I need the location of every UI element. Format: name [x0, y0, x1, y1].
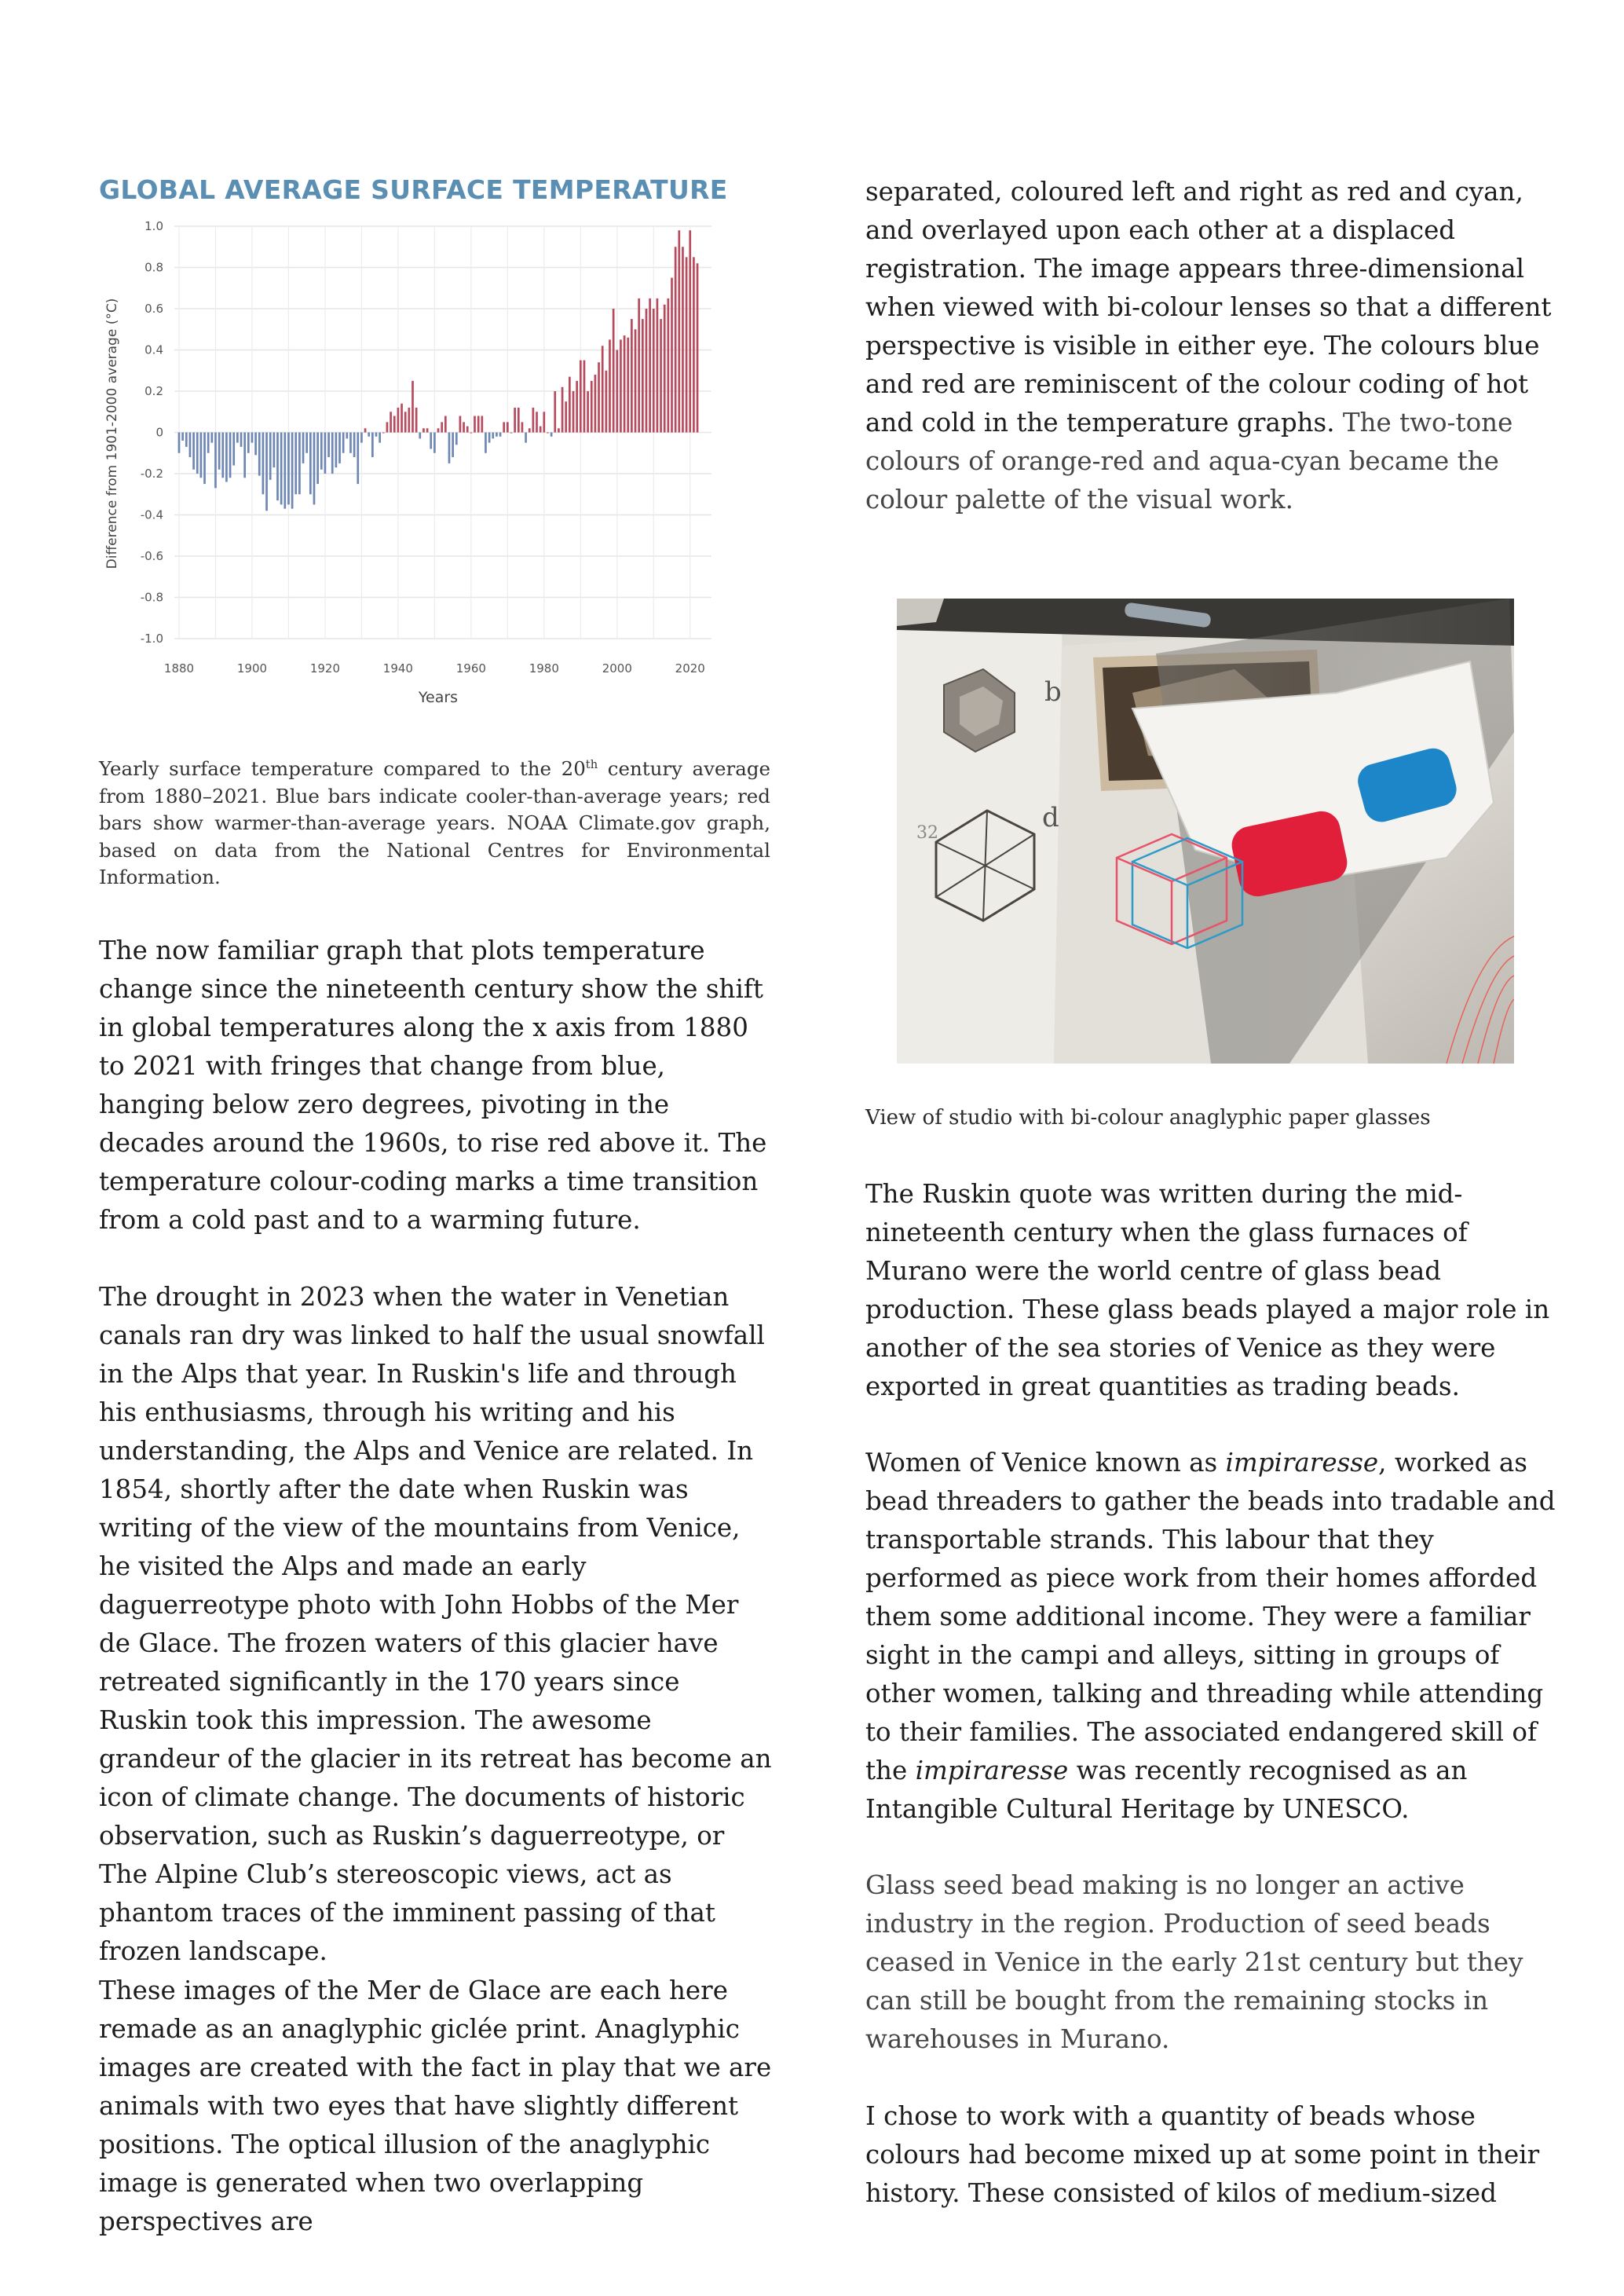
bar-1965: [488, 433, 491, 443]
bar-1898: [243, 433, 246, 478]
bar-1942: [404, 412, 407, 432]
bar-1887: [203, 433, 206, 485]
paragraph-anaglyph-cont: separated, coloured left and right as red and cyan, and overlayed upon each other at a displaced registration. The image appears three-dimensional when viewed with bi-colour lenses so that a different perspective is visible in either eye. The colours blue and red are reminiscent of the colour coding of hot and cold in the temperature graphs. The two-tone colours of orange-red and aqua-cyan became the colour palette of the visual work.: [865, 177, 1552, 514]
bar-1884: [192, 433, 195, 470]
bar-2002: [624, 335, 626, 432]
bar-1901: [254, 433, 257, 456]
bar-1889: [210, 433, 213, 443]
bar-1956: [455, 433, 458, 445]
bar-1988: [572, 391, 575, 433]
chart-bars: [178, 230, 699, 511]
bar-2015: [671, 278, 673, 433]
bar-1980: [543, 412, 545, 432]
bar-1912: [294, 433, 297, 495]
bar-1897: [240, 433, 243, 447]
bar-1998: [609, 339, 611, 432]
y-axis-label: Difference from 1901-2000 average (°C): [104, 298, 120, 569]
bar-1881: [181, 433, 184, 441]
bar-1936: [382, 433, 385, 434]
bar-1963: [481, 416, 483, 433]
bar-2000: [616, 350, 618, 433]
bar-1885: [196, 433, 199, 474]
bar-1995: [598, 362, 600, 432]
bar-1921: [327, 433, 330, 458]
bar-1970: [507, 422, 509, 432]
y-tick-label: 0.4: [144, 342, 163, 357]
bar-1917: [313, 433, 316, 505]
bar-1974: [521, 422, 524, 432]
bar-1919: [320, 433, 323, 470]
studio-photo: [897, 599, 1514, 1064]
bar-1931: [364, 428, 367, 432]
bar-2003: [627, 338, 629, 433]
bar-1922: [331, 433, 334, 474]
bar-1920: [324, 433, 327, 474]
bar-1964: [485, 433, 487, 453]
photo-letter-b: b: [1044, 676, 1062, 708]
bar-2020: [689, 230, 691, 432]
bar-1927: [349, 433, 352, 453]
bar-2004: [631, 319, 633, 432]
bar-2006: [638, 298, 640, 433]
bar-1893: [225, 433, 228, 482]
y-tick-label: -1.0: [140, 632, 163, 646]
bar-1882: [185, 433, 188, 447]
bar-1991: [583, 361, 586, 433]
paragraph-graph: The now familiar graph that plots temperature change since the nineteenth century show the shift in global temperatures along the x axis from 1880 to 2021 with fringes that change from blue, hanging below zero degrees, pivoting in the decades around the 1960s, to rise red above it. The temperature colour-coding marks a time transition from a cold past and to a warming future.: [99, 936, 767, 1235]
bar-1962: [477, 416, 480, 433]
bar-1903: [262, 433, 265, 495]
y-tick-label: -0.4: [140, 507, 163, 522]
bar-1896: [236, 433, 239, 443]
bar-1933: [371, 433, 374, 458]
bar-1976: [529, 428, 531, 432]
bar-2013: [664, 305, 666, 433]
bar-2008: [646, 309, 648, 433]
bar-1915: [305, 433, 308, 453]
bar-1907: [276, 433, 279, 501]
bar-1948: [426, 428, 429, 432]
x-tick-label: 1900: [236, 661, 268, 676]
bar-1908: [280, 433, 283, 505]
bar-1895: [232, 433, 235, 466]
y-tick-label: 0: [155, 425, 163, 440]
bar-1880: [178, 433, 181, 453]
bar-2007: [642, 319, 644, 432]
x-tick-label: 1880: [163, 661, 195, 676]
bar-1925: [342, 433, 345, 453]
y-tick-label: -0.8: [140, 590, 163, 605]
bar-1891: [218, 433, 221, 470]
bar-1946: [419, 433, 421, 439]
bar-1910: [287, 433, 290, 505]
bar-1961: [474, 416, 476, 433]
bar-1916: [309, 433, 312, 495]
bar-1914: [302, 433, 305, 463]
bar-1973: [518, 408, 520, 433]
bar-1947: [422, 428, 425, 432]
bar-1960: [470, 433, 473, 434]
bar-2018: [682, 247, 684, 432]
x-tick-label: 1960: [455, 661, 486, 676]
photo-number: 32: [916, 823, 938, 843]
bar-1967: [496, 433, 498, 437]
y-tick-label: 0.8: [144, 260, 163, 275]
bar-1944: [411, 381, 414, 433]
bar-1924: [338, 433, 341, 463]
bar-1979: [540, 427, 542, 433]
bar-1934: [375, 433, 378, 437]
bar-2005: [635, 329, 637, 432]
bar-1900: [251, 433, 254, 443]
bar-1954: [448, 433, 451, 463]
y-tick-labels: [141, 219, 163, 646]
bar-1892: [221, 433, 224, 478]
bar-2010: [653, 309, 655, 433]
bar-1913: [298, 433, 301, 495]
bar-1966: [492, 433, 494, 439]
bar-1940: [397, 408, 400, 433]
bar-1994: [594, 375, 597, 433]
bar-2017: [678, 230, 680, 432]
x-tick-label: 1920: [309, 661, 341, 676]
bar-1923: [335, 433, 338, 468]
bar-2001: [620, 339, 622, 432]
bar-1953: [444, 416, 447, 433]
paragraph-drought: The drought in 2023 when the water in Venetian canals ran dry was linked to half the usual snowfall in the Alps that year. In Ruskin's life and through his enthusiasms, through his writing and his understanding, the Alps and Venice are related. In 1854, shortly after the date when Ruskin was writing of the view of the mountains from Venice, he visited the Alps and made an early daguerreotype photo with John Hobbs of the Mer de Glace. The frozen waters of this glacier have retreated significantly in the 170 years since Ruskin took this impression. The awesome grandeur of the glacier in its retreat has become an icon of climate change. The documents of historic observation, such as Ruskin’s daguerreotype, or The Alpine Club’s stereoscopic views, act as phantom traces of the imminent passing of that frozen landscape.: [99, 1282, 772, 1966]
bar-1982: [550, 433, 553, 437]
bar-1959: [466, 427, 469, 433]
bar-1999: [613, 309, 615, 433]
bar-1984: [558, 428, 560, 432]
y-tick-label: 1.0: [144, 219, 163, 233]
bar-1990: [580, 361, 582, 433]
paragraph-anaglyph: These images of the Mer de Glace are each here remade as an anaglyphic giclée print. Anaglyphic images are created with the fact in play that we are animals with two eyes that have slightly different positions. The optical illusion of the anaglyphic image is generated when two overlapping perspectives are: [99, 1976, 772, 2236]
studio-photo-image: [897, 599, 1514, 1064]
paragraph-seed-beads: Glass seed bead making is no longer an active industry in the region. Production of seed beads ceased in Venice in the early 21st century but they can still be bought from the remaining stocks in warehouses in Murano.: [865, 1870, 1523, 2054]
photo-caption: View of studio with bi-colour anaglyphic paper glasses: [865, 1106, 1431, 1130]
paragraph-impiraresse: Women of Venice known as impiraresse, worked as bead threaders to gather the beads into tradable and transportable strands. This labour that they performed as piece work from their homes afforded them some additional income. They were a familiar sight in the campi and alleys, sitting in groups of other women, talking and threading while attending to their families. The associated endangered skill of the impiraresse was recently recognised as an Intangible Cultural Heritage by UNESCO.: [865, 1448, 1556, 1824]
bar-1918: [316, 433, 319, 485]
bar-1989: [576, 381, 578, 433]
bar-1883: [189, 433, 192, 458]
y-tick-label: -0.2: [140, 467, 163, 481]
x-tick-label: 2000: [602, 661, 632, 676]
bar-1971: [510, 433, 513, 434]
bar-1935: [379, 433, 381, 443]
bar-1993: [591, 381, 593, 433]
chart-caption: Yearly surface temperature compared to the 20th century average from 1880–2021. Blue bars indicate cooler-than-average years; red bars show warmer-than-average years. NOAA Climate.gov graph, based on data from the National Centres for Environmental Information.: [99, 757, 770, 888]
bar-1978: [536, 412, 538, 432]
bar-1943: [408, 408, 410, 433]
paragraph-ruskin-quote: The Ruskin quote was written during the mid-nineteenth century when the glass furnaces of Murano were the world centre of glass bead production. These glass beads played a major role in another of the sea stories of Venice as they were exported in great quantities as trading beads.: [865, 1179, 1550, 1401]
bar-1985: [561, 387, 564, 433]
bar-1899: [247, 433, 250, 453]
photo-letter-d: d: [1042, 802, 1059, 833]
bar-1986: [565, 401, 567, 432]
bar-1949: [430, 433, 432, 449]
y-tick-label: 0.6: [144, 302, 163, 316]
bar-1930: [360, 433, 363, 443]
bar-1968: [499, 433, 502, 437]
bar-1987: [569, 377, 571, 433]
bar-2014: [668, 298, 670, 433]
bar-1969: [503, 422, 505, 432]
y-tick-label: 0.2: [144, 384, 163, 398]
bar-1950: [433, 433, 436, 453]
bar-2021: [693, 257, 695, 432]
bar-1941: [401, 404, 403, 433]
bar-1952: [441, 422, 443, 432]
bar-1975: [525, 433, 527, 443]
bar-1977: [532, 408, 535, 433]
bar-1997: [605, 371, 608, 433]
bar-1902: [258, 433, 261, 476]
paragraph-mixed-beads: I chose to work with a quantity of beads whose colours had become mixed up at some point in their history. These consisted of kilos of medium-sized: [865, 2101, 1540, 2208]
x-tick-labels: [164, 661, 705, 676]
bar-1928: [353, 433, 356, 458]
bar-2022: [697, 263, 699, 432]
bar-1992: [587, 391, 589, 433]
bar-1911: [291, 433, 294, 509]
y-tick-label: -0.6: [140, 549, 163, 563]
bar-2012: [660, 319, 662, 432]
bar-1929: [357, 433, 359, 485]
bar-1939: [393, 416, 396, 433]
bar-2019: [686, 257, 688, 432]
bar-1932: [368, 433, 370, 437]
bar-1951: [437, 428, 440, 432]
bar-1890: [214, 433, 217, 489]
bar-1886: [200, 433, 203, 478]
bar-1983: [554, 391, 556, 433]
bar-1958: [463, 422, 465, 432]
bar-1972: [514, 408, 516, 433]
bar-1937: [386, 422, 389, 432]
bar-1945: [415, 408, 418, 433]
bar-1955: [452, 433, 454, 458]
x-tick-label: 1940: [382, 661, 413, 676]
temperature-chart: [99, 206, 727, 716]
bar-1938: [390, 412, 392, 432]
x-tick-label: 2020: [675, 661, 705, 676]
bar-1894: [229, 433, 232, 478]
bar-1905: [269, 433, 272, 480]
bar-2016: [675, 247, 677, 432]
bar-2009: [649, 298, 651, 433]
x-tick-label: 1980: [529, 661, 559, 676]
bar-1996: [602, 346, 604, 432]
bar-1909: [283, 433, 286, 509]
bar-1981: [547, 433, 549, 434]
bar-1926: [346, 433, 348, 439]
bar-1957: [459, 416, 462, 433]
chart-title: GLOBAL AVERAGE SURFACE TEMPERATURE: [99, 174, 728, 205]
bar-2011: [657, 298, 659, 433]
x-axis-label: Years: [418, 689, 459, 706]
bar-1904: [265, 433, 268, 511]
bar-1906: [273, 433, 276, 468]
bar-1888: [207, 433, 210, 453]
